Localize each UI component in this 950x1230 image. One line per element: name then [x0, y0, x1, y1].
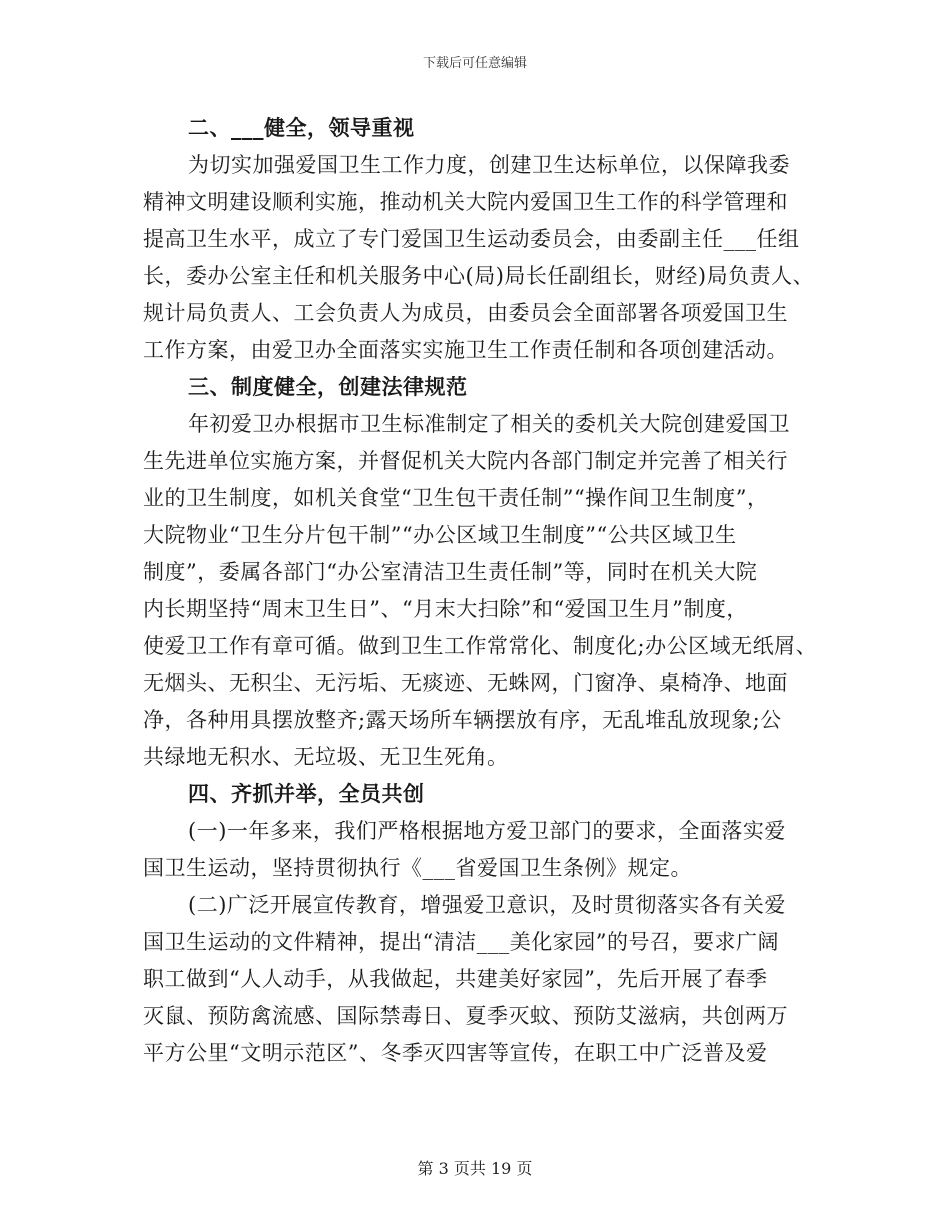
- paragraph-line: 国卫生运动的文件精神，提出“清洁___美化家园”的号召，要求广阔: [143, 930, 779, 954]
- paragraph-line: 长，委办公室主任和机关服务中心(局)局长任副组长，财经)局负责人、: [143, 264, 815, 288]
- paragraph-line: 业的卫生制度，如机关食堂“卫生包干责任制”“操作间卫生制度”，: [143, 486, 769, 510]
- paragraph-line: 生先进单位实施方案，并督促机关大院内各部门制定并完善了相关行: [143, 449, 788, 473]
- paragraph-line: 大院物业“卫生分片包干制”“办公区域卫生制度”“公共区域卫生: [143, 523, 737, 547]
- paragraph-line: 净，各种用具摆放整齐;露天场所车辆摆放有序，无乱堆乱放现象;公: [143, 708, 782, 732]
- section-heading: 四、齐抓并举，全员共创: [188, 782, 425, 806]
- paragraph-line: 无烟头、无积尘、无污垢、无痰迹、无蛛网，门窗净、桌椅净、地面: [143, 671, 788, 695]
- page-number: 第 3 页共 19 页: [417, 1159, 533, 1178]
- paragraph-first-line: (二)广泛开展宣传教育，增强爱卫意识，及时贯彻落实各有关爱: [188, 893, 786, 917]
- paragraph-line: 使爱卫工作有章可循。做到卫生工作常常化、制度化;办公区域无纸屑、: [143, 634, 818, 658]
- paragraph-line: 提高卫生水平，成立了专门爱国卫生运动委员会，由委副主任___任组: [143, 227, 800, 251]
- document-body: [143, 110, 823, 1072]
- paragraph-line: 国卫生运动，坚持贯彻执行《___省爱国卫生条例》规定。: [143, 856, 692, 880]
- page-header: 下载后可任意编辑: [422, 56, 527, 71]
- paragraph-line: 制度”，委属各部门“办公室清洁卫生责任制”等，同时在机关大院: [143, 560, 758, 584]
- paragraph-line: 工作方案，由爱卫办全面落实实施卫生工作责任制和各项创建活动。: [143, 338, 788, 362]
- paragraph-line: 规计局负责人、工会负责人为成员，由委员会全面部署各项爱国卫生: [143, 301, 788, 325]
- section-heading: 二、___健全，领导重视: [188, 116, 415, 140]
- section-heading: 三、制度健全，创建法律规范: [188, 375, 468, 399]
- paragraph-line: 职工做到“人人动手，从我做起，共建美好家园”，先后开展了春季: [143, 967, 768, 991]
- paragraph-first-line: (一)一年多来，我们严格根据地方爱卫部门的要求，全面落实爱: [188, 819, 786, 843]
- paragraph-line: 内长期坚持“周末卫生日”、“月末大扫除”和“爱国卫生月”制度，: [143, 597, 748, 621]
- paragraph-first-line: 年初爱卫办根据市卫生标准制定了相关的委机关大院创建爱国卫: [188, 412, 790, 436]
- paragraph-line: 精神文明建设顺利实施，推动机关大院内爱国卫生工作的科学管理和: [143, 190, 788, 214]
- paragraph-line: 共绿地无积水、无垃圾、无卫生死角。: [143, 745, 509, 769]
- paragraph-line: 灭鼠、预防禽流感、国际禁毒日、夏季灭蚊、预防艾滋病，共创两万: [143, 1004, 788, 1028]
- paragraph-line: 平方公里“文明示范区”、冬季灭四害等宣传，在职工中广泛普及爱: [143, 1041, 768, 1065]
- paragraph-first-line: 为切实加强爱国卫生工作力度，创建卫生达标单位，以保障我委: [188, 153, 790, 177]
